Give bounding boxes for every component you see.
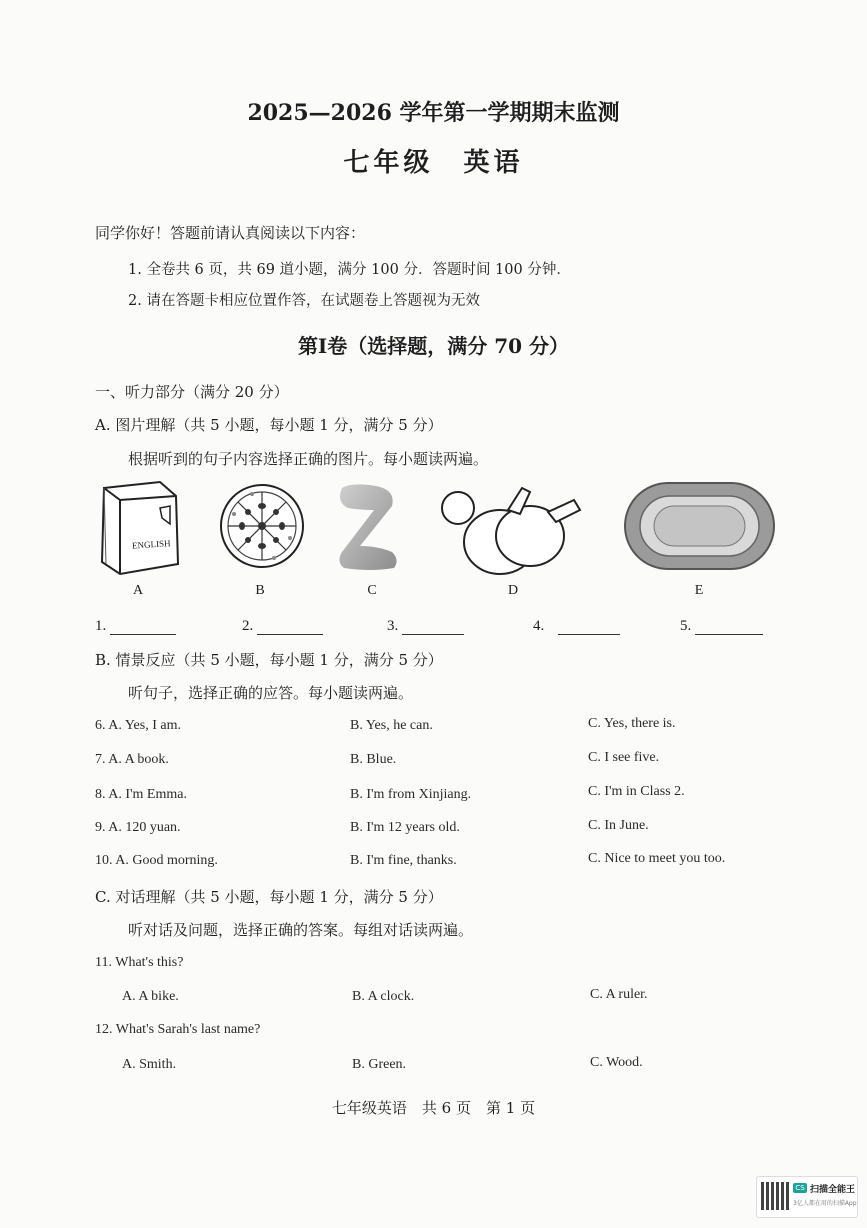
part-title: 第Ⅰ卷（选择题，满分 70 分） [297, 334, 570, 358]
section-b-instruction: 听句子，选择正确的应答。每小题读两遍。 [128, 684, 414, 702]
qr-code-icon [761, 1182, 789, 1210]
option-c: C. Wood. [590, 1055, 643, 1070]
question-text: 12. What's Sarah's last name? [95, 1022, 261, 1037]
section-a-instruction: 根据听到的句子内容选择正确的图片。每小题读两遍。 [128, 450, 489, 468]
answer-blank-1: 1. [95, 618, 176, 635]
note-item: 1. 全卷共 6 页，共 69 道小题，满分 100 分．答题时间 100 分钟． [128, 262, 571, 278]
option-c: C. Yes, there is. [588, 716, 676, 731]
scanner-tagline: 3亿人都在用的扫描App [793, 1200, 857, 1207]
option-a: 10. A. Good morning. [95, 853, 218, 868]
option-a: 9. A. 120 yuan. [95, 820, 181, 835]
scanner-app-name: 扫描全能王 [810, 1185, 856, 1195]
option-a: 7. A. A book. [95, 752, 169, 767]
option-a: 8. A. I'm Emma. [95, 787, 187, 802]
option-a: 6. A. Yes, I am. [95, 718, 181, 733]
answer-blank-5: 5. [680, 618, 763, 635]
exam-title: 2025—2026 学年第一学期期末监测 [247, 100, 620, 126]
option-b: B. Yes, he can. [350, 718, 433, 733]
question-text: 11. What's this? [95, 955, 184, 970]
cs-logo-icon: CS [793, 1183, 807, 1193]
picture-label-a: A [132, 583, 144, 598]
letter-z-image [330, 480, 410, 575]
greeting-text: 同学你好！答题前请认真阅读以下内容： [95, 224, 366, 242]
book-cover-text: ENGLISH [131, 538, 171, 551]
option-b: B. Blue. [350, 752, 397, 767]
section-c-instruction: 听对话及问题，选择正确的答案。每组对话读两遍。 [128, 921, 474, 939]
section-a-title: A. 图片理解（共 5 小题，每小题 1 分，满分 5 分） [95, 416, 443, 434]
answer-blank-3: 3. [387, 618, 464, 635]
option-c: C. Nice to meet you too. [588, 851, 726, 866]
page-footer: 七年级英语 共 6 页 第 1 页 [331, 1099, 536, 1117]
section-c-title: C. 对话理解（共 5 小题，每小题 1 分，满分 5 分） [95, 888, 443, 906]
option-b: B. I'm from Xinjiang. [350, 787, 472, 802]
option-c: C. A ruler. [590, 987, 648, 1002]
option-b: B. Green. [352, 1057, 407, 1072]
exam-subtitle: 七年级 英语 [343, 148, 524, 178]
section-title: 一、听力部分（满分 20 分） [95, 383, 289, 401]
picture-label-b: B [255, 583, 265, 598]
option-b: B. I'm fine, thanks. [350, 853, 457, 868]
section-b-title: B. 情景反应（共 5 小题，每小题 1 分，满分 5 分） [95, 651, 443, 669]
scanner-watermark [756, 1176, 858, 1218]
running-track-image [622, 480, 777, 572]
option-b: B. A clock. [352, 989, 415, 1004]
pizza-image [218, 482, 306, 570]
option-c: C. I'm in Class 2. [588, 784, 685, 799]
answer-blank-2: 2. [242, 618, 323, 635]
option-c: C. I see five. [588, 750, 660, 765]
note-item: 2. 请在答题卡相应位置作答，在试题卷上答题视为无效 [128, 293, 480, 309]
picture-label-c: C [367, 583, 377, 598]
option-a: A. Smith. [122, 1057, 177, 1072]
picture-label-e: E [694, 583, 704, 598]
option-c: C. In June. [588, 818, 649, 833]
option-a: A. A bike. [122, 989, 179, 1004]
answer-blank-4: 4. [533, 618, 620, 635]
option-b: B. I'm 12 years old. [350, 820, 460, 835]
picture-label-d: D [507, 583, 519, 598]
book-image [90, 478, 185, 578]
table-tennis-image [438, 478, 588, 578]
